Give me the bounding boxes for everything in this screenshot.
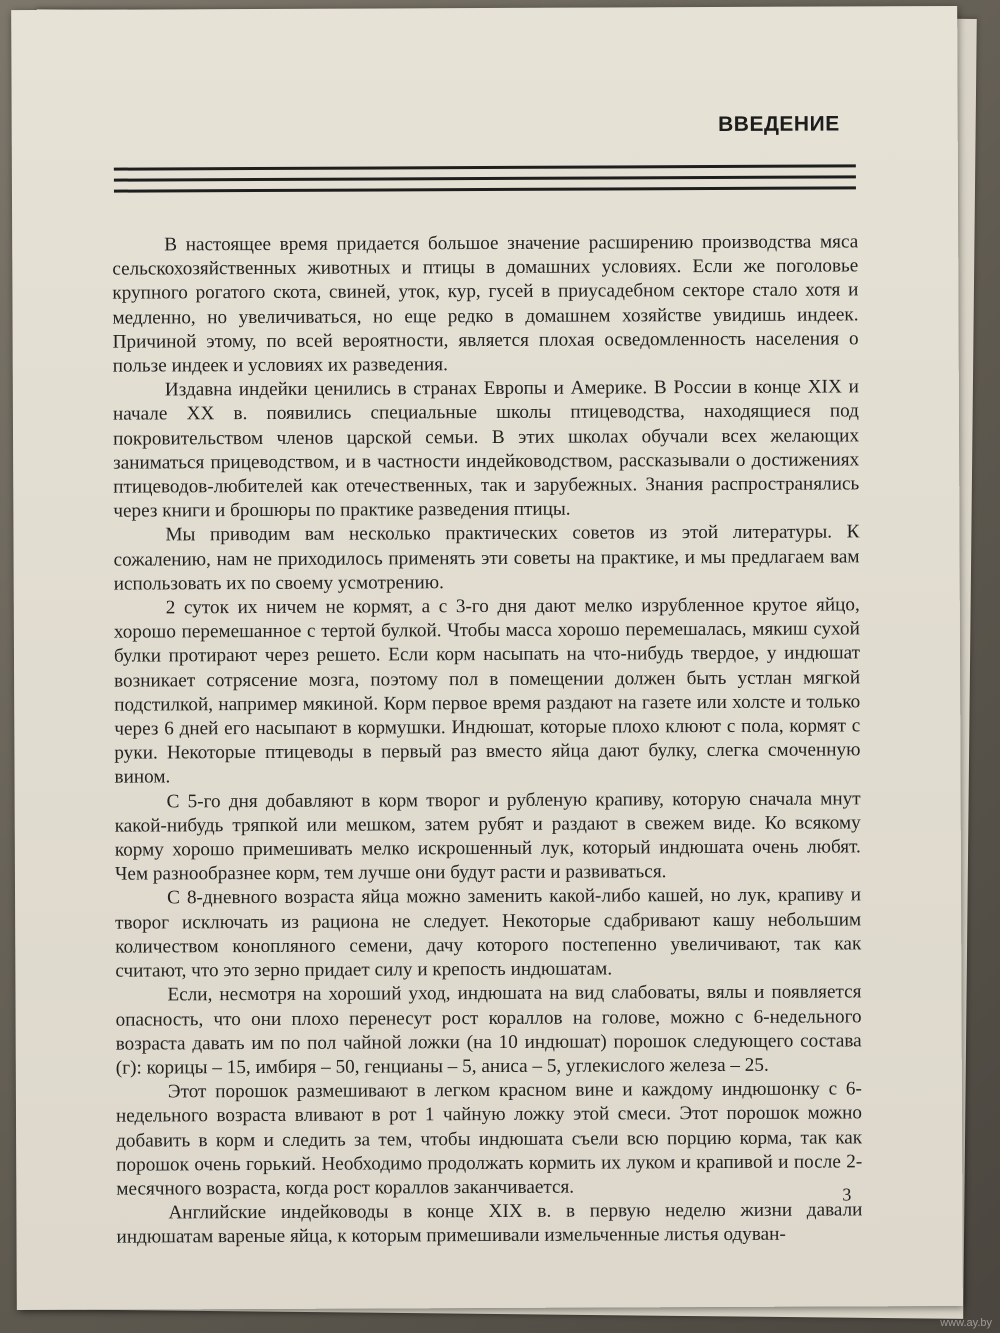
paragraph: Этот порошок размешивают в легком красном вине и каждому индюшонку с 6-недельного возраста вливают в рот 1 чайную ложку этой смеси. Этот порошок можно добавить в корм и следить за тем, чтобы индюшата съели всю порцию корма, так как порошок очень горький. Необходимо продолжать кормить их луком и крапивой и после 2-месячного возраста, когда рост кораллов заканчивается. [115,1078,863,1200]
rule-line [114,186,856,192]
paragraph: С 5-го дня добавляют в корм творог и рубленую крапиву, которую сначала мнут какой-нибудь тряпкой или мешком, затем рубят и раздают в свежем виде. Ко всякому корму хорошо примешивать мелко искрошенный лук, который индюшата очень любят. Чем разнообразнее корм, тем лучше они будут расти и развиваться. [114,788,861,885]
paragraph: Мы приводим вам несколько практических советов из этой литературы. К сожалению, нам не приходилось применять эти советы на практике, и мы предлагаем вам использовать их по своему усмотрению. [113,521,860,595]
paragraph: Издавна индейки ценились в странах Европы и Америке. В России в конце XIX и начале XX в. появились специальные школы птицеводства, находящиеся под покровительством членов царской семьи. В этих школах обучали всех желающих заниматься прицеводством, и в частности индейководством, рассказывали о достижениях птицеводов-любителей как отечественных, так и зарубежных. Знания распространялись через книги и брошюры по практике разведения птицы. [112,376,860,522]
section-heading: ВВЕДЕНИЕ [718,112,840,136]
paragraph: В настоящее время придается большое значение расширению производства мяса сельскохозяйственных животных и птицы в домашних условиях. Если же поголовье крупного рогатого скота, свиней, уток, кур, гусей в приусадебном секторе стало хотя и медленно, но увеличиваться, но еще редко в домашнем хозяйстве увидишь индеек. Причиной этому, по всей вероятности, является плохая осведомленность населения о пользе индеек и условиях их разведения. [112,231,859,377]
rule-line [114,164,856,170]
watermark: www.ay.by [940,1317,992,1329]
rule-line [114,175,856,181]
paragraph: Английские индейководы в конце XIX в. в первую неделю жизни давали индюшатам вареные яйца, к которым примешивали измельченные листья одуван- [116,1199,863,1248]
heading-rules [114,164,856,200]
paragraph: Если, несмотря на хороший уход, индюшата на вид слабоваты, вялы и появляется опасность, что они плохо перенесут рост кораллов на голове, можно с 6-недельного возраста давать им по пол чайной ложки (на 10 индюшат) порошок следующего состава (г): корицы – 15, имбиря – 50, генцианы – 5, аниса – 5, углекислого железа – 25. [115,981,862,1079]
body-text [112,230,862,1250]
paragraph: 2 суток их ничем не кормят, а с 3-го дня дают мелко изрубленное крутое яйцо, хорошо перемешанное с тертой булкой. Чтобы масса хорошо перемешалась, мякиш сухой булки протирают через решето. Если корм насыпать на что-нибудь твердое, у индюшат возникает сотрясение мозга, поэтому пол в помещении должен быть устлан мягкой подстилкой, например мякиной. Корм первое время раздают на газете или холсте и только через 6 дней его насыпают в кормушки. Индюшат, которые плохо клюют с пола, кормят с руки. Некоторые птицеводы в первый раз вместо яйца дают булку, слегка смоченную вином. [113,594,861,789]
document-page [11,6,963,1310]
paragraph: С 8-дневного возраста яйца можно заменить какой-либо кашей, но лук, крапиву и творог исключать из рациона не следует. Некоторые сдабривают кашу небольшим количеством конопляного семени, дачу которого постепенно увеличивают, так как считают, что это зерно придает силу и крепость индюшатам. [115,884,862,982]
page-number: 3 [842,1184,852,1205]
